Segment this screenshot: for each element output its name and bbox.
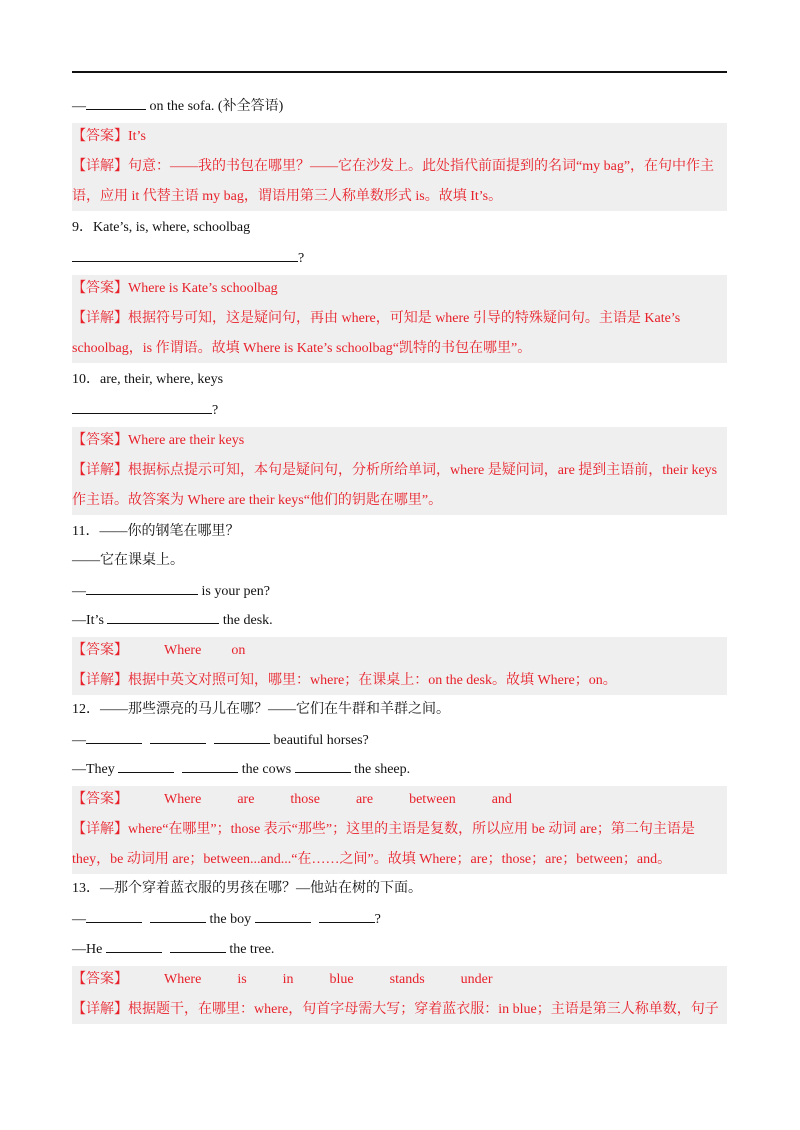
question-mark: ? [212, 403, 219, 418]
question-text: —He [72, 942, 106, 957]
answer-blank [106, 938, 162, 953]
answer-block [72, 123, 727, 211]
answer-word: on [231, 643, 246, 658]
question-line [72, 95, 727, 117]
answer-block [72, 275, 727, 363]
answer-blank [150, 908, 206, 923]
dash: — [72, 584, 86, 599]
answer-line [72, 640, 727, 662]
answer-blank [170, 938, 226, 953]
answer-block [72, 786, 727, 874]
question-mark: ? [298, 251, 305, 266]
question-text: the boy [206, 912, 255, 927]
answer-line [72, 789, 727, 811]
answer-word: under [460, 972, 493, 987]
answer-blank [182, 758, 238, 773]
answer-block [72, 427, 727, 515]
explanation-line: 【详解】句意：——我的书包在哪里？——它在沙发上。此处指代前面提到的名词“my bag”，在句中作主 [72, 159, 715, 174]
answer-word: between [409, 792, 456, 807]
answer-blank [72, 399, 212, 414]
explanation-line: schoolbag，is 作谓语。故填 Where is Kate’s schoolbag“凯特的书包在哪里”。 [72, 341, 532, 356]
question-9-blank-line [72, 247, 727, 269]
answer-word: in [282, 972, 294, 987]
answer-word: stands [389, 972, 425, 987]
answer-blank [86, 95, 146, 110]
answer-label: 【答案】 [72, 643, 128, 658]
answer-word: Where [164, 972, 202, 987]
answer-blank [214, 729, 270, 744]
answer-blank [86, 729, 142, 744]
question-11-line: ——它在课桌上。 [72, 553, 184, 568]
answer-line: 【答案】Where is Kate’s schoolbag [72, 281, 278, 296]
answer-blank [86, 580, 198, 595]
question-text: —It’s [72, 613, 108, 628]
question-11-line [72, 609, 727, 631]
answer-line: 【答案】It’s [72, 129, 146, 144]
answer-blank [319, 908, 375, 923]
question-text: beautiful horses? [270, 733, 369, 748]
question-12: 12．——那些漂亮的马儿在哪？——它们在牛群和羊群之间。 [72, 702, 450, 717]
answer-line [72, 969, 727, 991]
question-text: the tree. [225, 942, 275, 957]
answer-word: are [355, 792, 374, 807]
answer-word: those [290, 792, 320, 807]
answer-label: 【答案】 [72, 972, 128, 987]
answer-blank [86, 908, 142, 923]
question-13-line [72, 938, 727, 960]
answer-word: and [491, 792, 512, 807]
dash: — [72, 733, 86, 748]
answer-blank [150, 729, 206, 744]
question-13: 13．—那个穿着蓝衣服的男孩在哪？—他站在树的下面。 [72, 881, 422, 896]
question-text: is your pen? [198, 584, 270, 599]
answer-word: Where [164, 643, 202, 658]
explanation-line: 【详解】根据符号可知，这是疑问句，再由 where，可知是 where 引导的特殊疑问句。主语是 Kate’s [72, 311, 681, 326]
answer-label: 【答案】 [72, 792, 128, 807]
answer-blank [107, 609, 219, 624]
explanation-line: they，be 动词用 are；between...and...“在……之间”。故填 Where；are；those；are；between；and。 [72, 852, 672, 867]
dash: — [72, 912, 86, 927]
question-9: 9．Kate’s, is, where, schoolbag [72, 220, 251, 235]
question-12-line [72, 758, 727, 780]
answer-line: 【答案】Where are their keys [72, 433, 245, 448]
question-11-line [72, 580, 727, 602]
explanation-line: 语，应用 it 代替主语 my bag，谓语用第三人称单数形式 is。故填 It’s。 [72, 189, 503, 204]
answer-blank [295, 758, 351, 773]
answer-blank [118, 758, 174, 773]
question-11: 11．——你的钢笔在哪里？ [72, 524, 240, 539]
question-text: the cows [238, 762, 295, 777]
question-12-line [72, 729, 727, 751]
question-13-line [72, 908, 727, 930]
question-10: 10．are, their, where, keys [72, 372, 224, 387]
question-text: the desk. [219, 613, 273, 628]
answer-word: are [237, 792, 255, 807]
explanation-line: 作主语。故答案为 Where are their keys“他们的钥匙在哪里”。 [72, 493, 443, 508]
answer-block [72, 637, 727, 695]
answer-block [72, 966, 727, 1024]
explanation-line: 【详解】根据标点提示可知，本句是疑问句，分析所给单词，where 是疑问词，are 提到主语前，their keys [72, 463, 718, 478]
header-rule [72, 71, 727, 73]
question-text: —They [72, 762, 119, 777]
question-text: the sheep. [350, 762, 411, 777]
question-10-blank-line [72, 399, 727, 421]
answer-word: Where [164, 792, 202, 807]
answer-blank [72, 247, 298, 262]
question-text: on the sofa. (补全答语) [146, 99, 284, 114]
answer-word: is [237, 972, 247, 987]
explanation-line: 【详解】where“在哪里”；those 表示“那些”；这里的主语是复数，所以应用 be 动词 are；第二句主语是 [72, 822, 695, 837]
explanation-line: 【详解】根据中英文对照可知，哪里：where；在课桌上：on the desk。故填 Where；on。 [72, 673, 617, 688]
answer-blank [255, 908, 311, 923]
question-mark: ? [374, 912, 381, 927]
dash: — [72, 99, 86, 114]
answer-word: blue [329, 972, 354, 987]
explanation-line: 【详解】根据题干，在哪里：where，句首字母需大写；穿着蓝衣服：in blue；主语是第三人称单数，句子 [72, 1002, 719, 1017]
